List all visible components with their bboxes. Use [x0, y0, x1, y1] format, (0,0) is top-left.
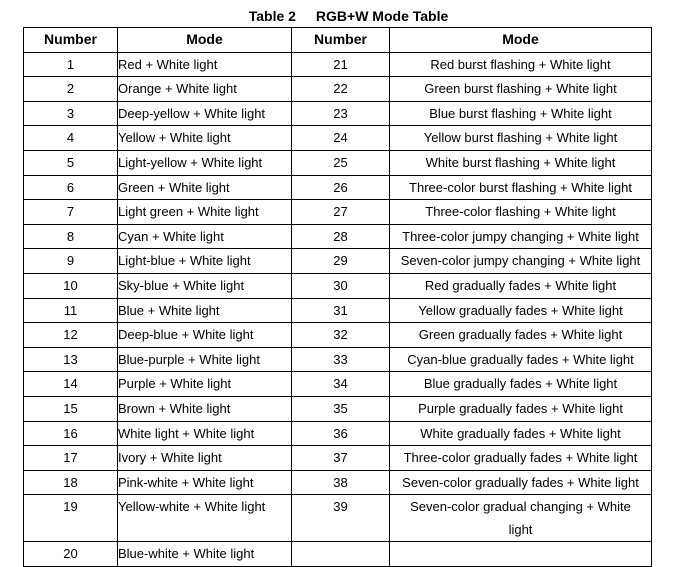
number-cell: 6 [24, 175, 118, 200]
number-cell: 16 [24, 421, 118, 446]
table-row [24, 150, 652, 175]
number-cell: 21 [292, 52, 390, 77]
header-number-left: Number [24, 28, 118, 53]
mode-cell: Brown + White light [118, 396, 292, 421]
mode-cell: Three-color gradually fades + White light [390, 446, 652, 471]
number-cell: 14 [24, 372, 118, 397]
mode-cell: Yellow gradually fades + White light [390, 298, 652, 323]
mode-cell: Purple gradually fades + White light [390, 396, 652, 421]
table-row [24, 200, 652, 225]
mode-cell: Seven-color jumpy changing + White light [390, 249, 652, 274]
number-cell: 33 [292, 347, 390, 372]
table-row [24, 224, 652, 249]
number-cell: 31 [292, 298, 390, 323]
mode-cell: Seven-color gradually fades + White light [390, 470, 652, 495]
mode-cell [390, 542, 652, 567]
number-cell: 10 [24, 273, 118, 298]
mode-cell: Blue-white + White light [118, 542, 292, 567]
table-row [24, 273, 652, 298]
number-cell: 1 [24, 52, 118, 77]
mode-cell: Three-color jumpy changing + White light [390, 224, 652, 249]
number-cell: 11 [24, 298, 118, 323]
table-row [24, 77, 652, 102]
number-cell: 5 [24, 150, 118, 175]
header-number-right: Number [292, 28, 390, 53]
table-row [24, 175, 652, 200]
mode-cell: Blue burst flashing + White light [390, 101, 652, 126]
mode-cell: Ivory + White light [118, 446, 292, 471]
number-cell: 30 [292, 273, 390, 298]
table-label: Table 2 [248, 8, 296, 24]
table-title: RGB+W Mode Table [315, 8, 449, 24]
number-cell: 37 [292, 446, 390, 471]
mode-cell: White burst flashing + White light [390, 150, 652, 175]
mode-cell: Light-blue + White light [118, 249, 292, 274]
number-cell: 9 [24, 249, 118, 274]
mode-cell: Seven-color gradual changing + White light [390, 495, 652, 542]
number-cell: 7 [24, 200, 118, 225]
number-cell: 4 [24, 126, 118, 151]
number-cell: 22 [292, 77, 390, 102]
mode-cell: Light green + White light [118, 200, 292, 225]
mode-cell: Blue-purple + White light [118, 347, 292, 372]
table-row [24, 323, 652, 348]
table-row [24, 372, 652, 397]
mode-cell: Green gradually fades + White light [390, 323, 652, 348]
mode-cell: Three-color flashing + White light [390, 200, 652, 225]
number-cell: 36 [292, 421, 390, 446]
number-cell: 34 [292, 372, 390, 397]
mode-cell: Cyan-blue gradually fades + White light [390, 347, 652, 372]
number-cell: 35 [292, 396, 390, 421]
table-row [24, 396, 652, 421]
number-cell: 32 [292, 323, 390, 348]
table-row [24, 249, 652, 274]
number-cell: 19 [24, 495, 118, 542]
number-cell: 25 [292, 150, 390, 175]
header-mode-left: Mode [118, 28, 292, 53]
number-cell: 2 [24, 77, 118, 102]
mode-cell: Light-yellow + White light [118, 150, 292, 175]
mode-cell: Cyan + White light [118, 224, 292, 249]
number-cell: 13 [24, 347, 118, 372]
number-cell: 28 [292, 224, 390, 249]
table-row [24, 347, 652, 372]
mode-cell: Yellow + White light [118, 126, 292, 151]
number-cell: 12 [24, 323, 118, 348]
table-row [24, 495, 652, 542]
header-mode-right: Mode [390, 28, 652, 53]
number-cell: 15 [24, 396, 118, 421]
mode-cell: Blue gradually fades + White light [390, 372, 652, 397]
mode-cell: Sky-blue + White light [118, 273, 292, 298]
mode-cell: Red burst flashing + White light [390, 52, 652, 77]
number-cell: 18 [24, 470, 118, 495]
mode-cell: Deep-yellow + White light [118, 101, 292, 126]
table-row [24, 446, 652, 471]
number-cell [292, 542, 390, 567]
table-row [24, 542, 652, 567]
mode-cell: Deep-blue + White light [118, 323, 292, 348]
table-row [24, 298, 652, 323]
number-cell: 23 [292, 101, 390, 126]
rgbw-mode-table [23, 27, 652, 567]
mode-cell: Green burst flashing + White light [390, 77, 652, 102]
mode-cell: Three-color burst flashing + White light [390, 175, 652, 200]
mode-cell: Blue + White light [118, 298, 292, 323]
number-cell: 8 [24, 224, 118, 249]
table-row [24, 52, 652, 77]
number-cell: 39 [292, 495, 390, 542]
table-row [24, 470, 652, 495]
mode-cell: Pink-white + White light [118, 470, 292, 495]
number-cell: 29 [292, 249, 390, 274]
number-cell: 20 [24, 542, 118, 567]
mode-cell: Red gradually fades + White light [390, 273, 652, 298]
mode-cell: Green + White light [118, 175, 292, 200]
mode-cell: Purple + White light [118, 372, 292, 397]
table-row [24, 101, 652, 126]
header-row [24, 28, 652, 53]
number-cell: 24 [292, 126, 390, 151]
number-cell: 17 [24, 446, 118, 471]
mode-cell: Red + White light [118, 52, 292, 77]
mode-cell: Yellow-white + White light [118, 495, 292, 542]
mode-cell: Yellow burst flashing + White light [390, 126, 652, 151]
number-cell: 3 [24, 101, 118, 126]
mode-cell: White light + White light [118, 421, 292, 446]
table-caption [0, 7, 697, 25]
table-row [24, 126, 652, 151]
number-cell: 26 [292, 175, 390, 200]
number-cell: 27 [292, 200, 390, 225]
number-cell: 38 [292, 470, 390, 495]
table-row [24, 421, 652, 446]
mode-cell: Orange + White light [118, 77, 292, 102]
mode-cell: White gradually fades + White light [390, 421, 652, 446]
